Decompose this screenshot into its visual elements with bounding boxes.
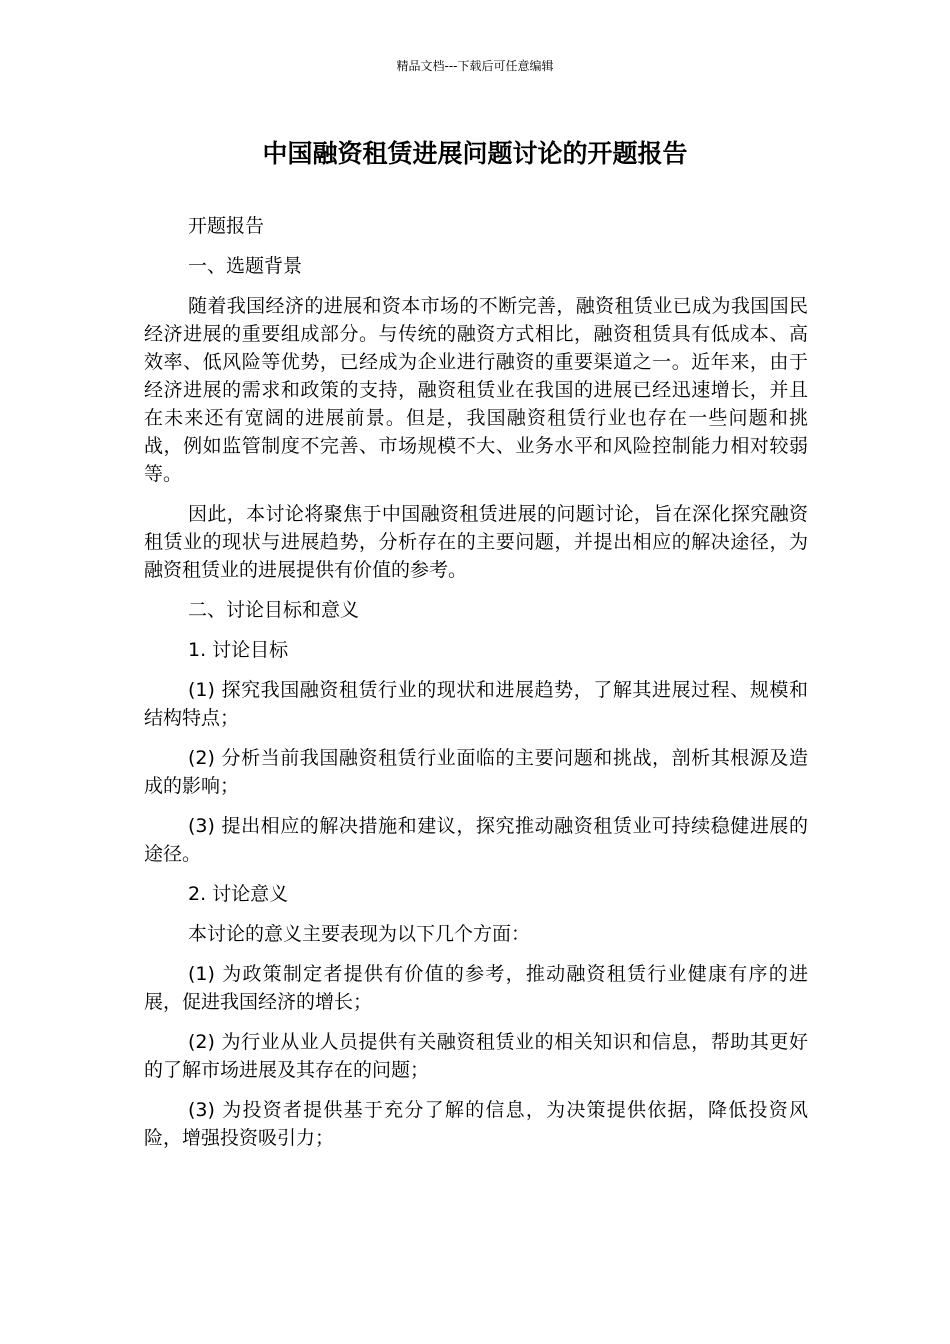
paragraph-significance-intro: 本讨论的意义主要表现为以下几个方面： <box>188 923 531 945</box>
subheading-goals: 1. 讨论目标 <box>188 639 289 661</box>
goal-item-3: (3) 提出相应的解决措施和建议，探究推动融资租赁业可持续稳健进展的途径。 <box>144 815 808 865</box>
section-heading-background: 一、选题背景 <box>188 255 303 277</box>
goal-item-1: (1) 探究我国融资租赁行业的现状和进展趋势，了解其进展过程、规模和结构特点； <box>144 679 808 729</box>
section-heading-goals: 二、讨论目标和意义 <box>188 599 360 621</box>
subheading-significance: 2. 讨论意义 <box>188 883 289 905</box>
document-body <box>144 212 808 1164</box>
paragraph-focus: 因此，本讨论将聚焦于中国融资租赁进展的问题讨论，旨在深化探究融资租赁业的现状与进展趋势，分析存在的主要问题，并提出相应的解决途径，为融资租赁业的进展提供有价值的参考。 <box>144 503 808 581</box>
significance-item-3: (3) 为投资者提供基于充分了解的信息，为决策提供依据，降低投资风险，增强投资吸引力； <box>144 1099 808 1149</box>
significance-item-1: (1) 为政策制定者提供有价值的参考，推动融资租赁行业健康有序的进展，促进我国经济的增长； <box>144 963 808 1013</box>
paragraph-heading-report: 开题报告 <box>188 215 265 237</box>
goal-item-2: (2) 分析当前我国融资租赁行业面临的主要问题和挑战，剖析其根源及造成的影响； <box>144 747 808 797</box>
page-header-note: 精品文档---下载后可任意编辑 <box>396 59 554 73</box>
paragraph-background: 随着我国经济的进展和资本市场的不断完善，融资租赁业已成为我国国民经济进展的重要组成部分。与传统的融资方式相比，融资租赁具有低成本、高效率、低风险等优势，已经成为企业进行融资的重要渠道之一。近年来，由于经济进展的需求和政策的支持，融资租赁业在我国的进展已经迅速增长，并且在未来还有宽阔的进展前景。但是，我国融资租赁行业也存在一些问题和挑战，例如监管制度不完善、市场规模不大、业务水平和风险控制能力相对较弱等。 <box>144 295 808 485</box>
document-title: 中国融资租赁进展问题讨论的开题报告 <box>262 139 688 168</box>
significance-item-2: (2) 为行业从业人员提供有关融资租赁业的相关知识和信息，帮助其更好的了解市场进展及其存在的问题； <box>144 1031 808 1081</box>
